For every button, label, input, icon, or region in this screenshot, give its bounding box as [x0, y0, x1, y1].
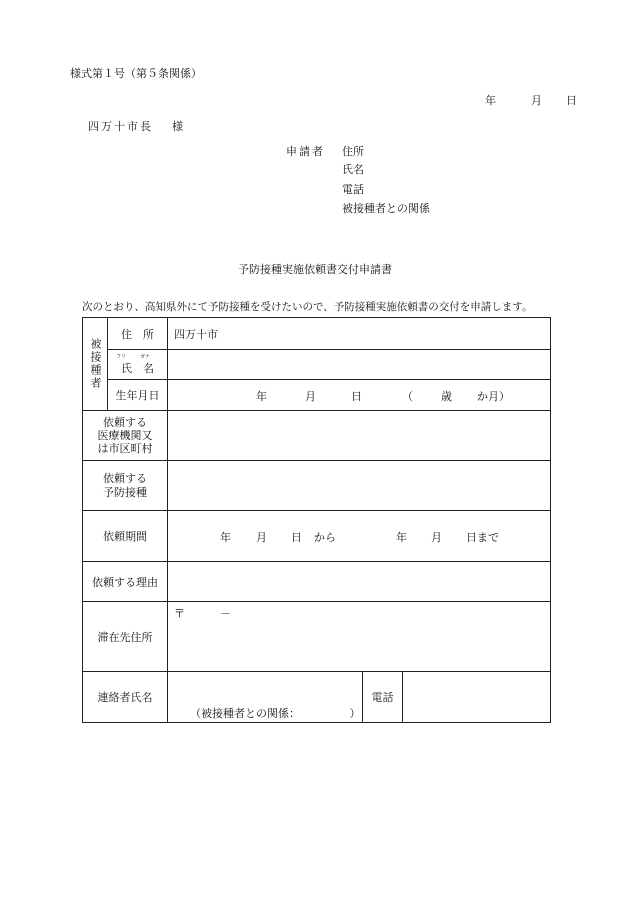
applicant-relation-label: 被接種者との関係: [342, 202, 430, 215]
institution-field[interactable]: [168, 411, 551, 461]
period-year-2: 年: [396, 531, 407, 544]
dob-label: 生年月日: [108, 380, 168, 411]
row-vaccinee-address: [83, 318, 551, 350]
row-contact: [83, 672, 551, 723]
row-vaccine: [83, 461, 551, 511]
institution-label-1: 依頼する: [103, 416, 147, 429]
contact-label: 連絡者氏名: [83, 672, 168, 723]
intro-text: 次のとおり、高知県外にて予防接種を受けたいので、予防接種実施依頼書の交付を申請します。: [82, 301, 533, 313]
addressee-honorific: 様: [172, 120, 183, 133]
contact-phone-field[interactable]: [403, 672, 551, 723]
address-value: 四万十市: [174, 327, 218, 341]
dob-month: 月: [305, 390, 316, 403]
date-day-label: 日: [566, 94, 577, 107]
dob-year: 年: [256, 390, 267, 403]
row-period: [83, 511, 551, 562]
address-label: 住 所: [108, 318, 168, 350]
period-year-1: 年: [220, 531, 231, 544]
reason-field[interactable]: [168, 562, 551, 602]
date-year-label: 年: [485, 94, 496, 107]
period-day-2: 日まで: [466, 531, 499, 544]
name-furigana-1: フリ: [116, 353, 126, 360]
address-field[interactable]: [168, 318, 551, 350]
name-label: 氏 名: [121, 361, 154, 375]
row-reason: [83, 562, 551, 602]
vaccinee-label: 被接種者: [89, 338, 102, 390]
name-field[interactable]: [168, 350, 551, 380]
form-number: 様式第１号（第５条関係）: [70, 67, 202, 80]
period-month-1: 月: [256, 531, 267, 544]
vaccinee-label-cell: [83, 318, 108, 411]
applicant-address-label: 住所: [342, 145, 364, 158]
applicant-label: 申請者: [286, 145, 325, 158]
application-table: [82, 317, 551, 723]
period-day-1: 日: [291, 531, 302, 544]
applicant-phone-label: 電話: [342, 183, 364, 196]
stay-address-field[interactable]: [168, 602, 551, 672]
vaccine-label-2: 予防接種: [103, 485, 147, 499]
period-field[interactable]: [168, 511, 551, 562]
institution-label-3: は市区町村: [97, 442, 153, 455]
name-furigana-2: ガナ: [139, 353, 150, 360]
row-vaccinee-name: [83, 350, 551, 380]
period-month-2: 月: [431, 531, 442, 544]
dob-day: 日: [351, 390, 362, 403]
vaccine-label-1: 依頼する: [103, 471, 147, 485]
vaccine-field[interactable]: [168, 461, 551, 511]
contact-name-field[interactable]: [168, 672, 363, 723]
document-title: 予防接種実施依頼書交付申請書: [238, 263, 392, 276]
stay-address-label: 滞在先住所: [83, 602, 168, 672]
row-institution: [83, 411, 551, 461]
applicant-name-label: 氏名: [342, 163, 364, 176]
postal-dash: －: [220, 607, 231, 620]
name-label-cell: [108, 350, 168, 380]
age-open-paren: （: [402, 390, 413, 403]
row-vaccinee-dob: [83, 380, 551, 411]
dob-field[interactable]: [168, 380, 551, 411]
date-month-label: 月: [531, 94, 542, 107]
postal-mark: 〒: [174, 607, 185, 620]
row-stay-address: [83, 602, 551, 672]
age-years: 歳: [441, 390, 452, 403]
age-months: か月）: [477, 390, 510, 403]
contact-relation: （被接種者との関係： ）: [190, 707, 361, 720]
vaccine-label-cell: [83, 461, 168, 511]
institution-label-cell: [83, 411, 168, 461]
addressee: 四万十市長: [88, 120, 153, 133]
institution-label-2: 医療機関又: [97, 429, 153, 442]
contact-phone-label: 電話: [363, 672, 403, 723]
period-from: から: [314, 531, 336, 544]
reason-label: 依頼する理由: [83, 562, 168, 602]
period-label: 依頼期間: [83, 511, 168, 562]
